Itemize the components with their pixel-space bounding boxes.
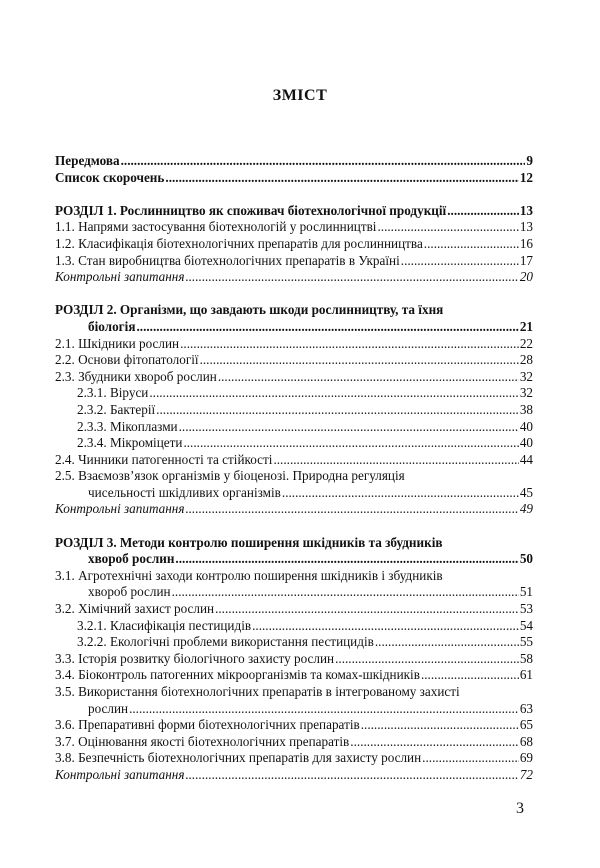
toc-entry-chapter-3[interactable] (55, 551, 533, 568)
toc-entry-3-2[interactable] (55, 601, 533, 618)
toc-page: 17 (519, 252, 533, 268)
toc-page: 20 (519, 269, 533, 285)
dot-leader (179, 419, 519, 436)
toc-label: 1.1. Напрями застосування біотехнологій у рослинництві (55, 219, 377, 235)
toc-label: 2.3.4. Мікроміцети (77, 435, 183, 451)
dot-leader (282, 485, 519, 502)
toc-entry-questions-1[interactable] (55, 269, 533, 286)
toc-entry-3-2-1[interactable] (55, 618, 533, 635)
toc-entry-3-4[interactable] (55, 667, 533, 684)
dot-leader (165, 170, 518, 187)
toc-entry-2-4[interactable] (55, 452, 533, 469)
dot-leader (335, 651, 519, 668)
toc-entry-foreword[interactable] (55, 153, 533, 170)
toc-page: 55 (519, 634, 533, 650)
toc-entry-3-1-line1[interactable]: 3.1. Агротехнічні заходи контролю поширення шкідників і збудників (55, 567, 443, 583)
dot-leader (215, 601, 519, 618)
toc-page: 50 (519, 551, 533, 567)
dot-leader (180, 336, 519, 353)
dot-leader (175, 551, 518, 568)
dot-leader (183, 435, 518, 452)
toc-entry-3-8[interactable] (55, 750, 533, 767)
toc-entry-3-2-2[interactable] (55, 634, 533, 651)
toc-page: 61 (519, 667, 533, 683)
toc-entry-3-5[interactable] (55, 701, 533, 718)
toc-entry-abbreviations[interactable] (55, 170, 533, 187)
toc-page: 68 (519, 733, 533, 749)
toc-label: 3.3. Історія розвитку біологічного захисту рослин (55, 650, 335, 666)
toc-label: 3.4. Біоконтроль патогенних мікроорганізмів та комах-шкідників (55, 667, 420, 683)
toc-label: РОЗДІЛ 1. Рослинництво як споживач біотехнологічної продукції (55, 202, 447, 218)
dot-leader (421, 667, 519, 684)
toc-page: 54 (519, 617, 533, 633)
dot-leader (273, 452, 518, 469)
toc-label: Контрольні запитання (55, 766, 185, 782)
toc-page: 13 (519, 219, 533, 235)
toc-entry-2-2[interactable] (55, 352, 533, 369)
toc-page: 13 (519, 202, 533, 218)
toc-label: біологія (88, 318, 136, 334)
toc-page: 49 (519, 501, 533, 517)
toc-label: 2.3.3. Мікоплазми (77, 418, 178, 434)
toc-label: 3.7. Оцінювання якості біотехнологічних препаратів (55, 733, 350, 749)
dot-leader (350, 734, 519, 751)
toc-label: 2.2. Основи фітопатології (55, 352, 199, 368)
toc-entry-1-3[interactable] (55, 253, 533, 270)
toc-page: 21 (519, 318, 533, 334)
page-number: 3 (516, 800, 524, 817)
toc-page: 32 (519, 385, 533, 401)
toc-page: 69 (519, 750, 533, 766)
toc-label: 3.2. Хімічний захист рослин (55, 601, 215, 617)
toc-label: Контрольні запитання (55, 501, 185, 517)
dot-leader (121, 153, 526, 170)
toc-page: 32 (519, 368, 533, 384)
toc-entry-2-3-1[interactable] (55, 385, 533, 402)
toc-entry-3-1[interactable] (55, 584, 533, 601)
toc-page: 53 (519, 601, 533, 617)
toc-entry-2-3-3[interactable] (55, 419, 533, 436)
toc-label: 1.2. Класифікація біотехнологічних препаратів для рослинництва (55, 235, 423, 251)
toc-label: Передмова (55, 153, 120, 168)
toc-page: 72 (519, 766, 533, 782)
toc-entry-questions-3[interactable] (55, 767, 533, 784)
dot-leader (361, 717, 519, 734)
toc-label: Контрольні запитання (55, 269, 185, 285)
dot-leader (149, 385, 518, 402)
toc-entry-3-3[interactable] (55, 651, 533, 668)
toc-label: 2.1. Шкідники рослин (55, 335, 180, 351)
toc-label: 3.2.1. Класифікація пестицидів (77, 617, 252, 633)
dot-leader (172, 584, 519, 601)
toc-entry-chapter-1[interactable] (55, 203, 533, 220)
table-of-contents (55, 153, 533, 784)
dot-leader (218, 369, 519, 386)
toc-entry-chapter-2[interactable] (55, 319, 533, 336)
dot-leader (401, 253, 519, 270)
toc-entry-2-5-line1[interactable]: 2.5. Взаємозв’язок організмів у біоценозі. Природна регуляція (55, 468, 405, 484)
toc-entry-3-7[interactable] (55, 734, 533, 751)
dot-leader (185, 269, 518, 286)
toc-entry-2-5[interactable] (55, 485, 533, 502)
toc-label: хвороб рослин (88, 584, 171, 600)
dot-leader (185, 767, 518, 784)
toc-label: 3.6. Препаративні форми біотехнологічних препаратів (55, 717, 360, 733)
toc-label: 2.3. Збудники хвороб рослин (55, 368, 217, 384)
toc-entry-chapter-2-line1[interactable]: РОЗДІЛ 2. Організми, що завдають шкоди рослинництву, та їхня (55, 302, 444, 318)
toc-page: 40 (519, 435, 533, 451)
toc-label: 2.3.1. Віруси (77, 385, 149, 401)
toc-label: 2.4. Чинники патогенності та стійкості (55, 451, 273, 467)
dot-leader (136, 319, 518, 336)
toc-entry-3-6[interactable] (55, 717, 533, 734)
toc-page: 51 (519, 584, 533, 600)
toc-page: 63 (519, 700, 533, 716)
page-title: ЗМІСТ (272, 87, 328, 104)
toc-entry-1-1[interactable] (55, 219, 533, 236)
dot-leader (129, 701, 519, 718)
dot-leader (422, 750, 519, 767)
dot-leader (156, 402, 519, 419)
toc-label: 1.3. Стан виробництва біотехнологічних препаратів в Україні (55, 252, 400, 268)
toc-page: 38 (519, 401, 533, 417)
toc-page: 58 (519, 650, 533, 666)
toc-label: 3.2.2. Екологічні проблеми використання пестицидів (77, 634, 374, 650)
dot-leader (377, 219, 518, 236)
toc-page: 44 (519, 451, 533, 467)
toc-page: 22 (519, 335, 533, 351)
toc-entry-2-1[interactable] (55, 336, 533, 353)
toc-label: 3.8. Безпечність біотехнологічних препаратів для захисту рослин (55, 750, 422, 766)
toc-page: 65 (519, 717, 533, 733)
toc-entry-2-3[interactable] (55, 369, 533, 386)
dot-leader (447, 203, 519, 220)
dot-leader (185, 501, 518, 518)
toc-entry-1-2[interactable] (55, 236, 533, 253)
dot-leader (252, 618, 519, 635)
toc-label: чисельності шкідливих організмів (88, 484, 281, 500)
toc-label: хвороб рослин (88, 551, 175, 567)
dot-leader (200, 352, 519, 369)
toc-page: 16 (519, 235, 533, 251)
dot-leader (375, 634, 519, 651)
toc-page: 12 (519, 169, 533, 185)
toc-entry-questions-2[interactable] (55, 501, 533, 518)
toc-label: Список скорочень (55, 169, 165, 185)
toc-entry-3-5-line1[interactable]: 3.5. Використання біотехнологічних препаратів в інтегрованому захисті (55, 684, 460, 699)
toc-page: 45 (519, 484, 533, 500)
toc-entry-2-3-4[interactable] (55, 435, 533, 452)
toc-entry-chapter-3-line1[interactable]: РОЗДІЛ 3. Методи контролю поширення шкідників та збудників (55, 534, 443, 550)
toc-label: рослин (88, 700, 129, 716)
toc-page: 9 (526, 153, 533, 168)
toc-entry-2-3-2[interactable] (55, 402, 533, 419)
toc-label: 2.3.2. Бактерії (77, 401, 156, 417)
toc-page: 28 (519, 352, 533, 368)
dot-leader (424, 236, 519, 253)
toc-page: 40 (519, 418, 533, 434)
